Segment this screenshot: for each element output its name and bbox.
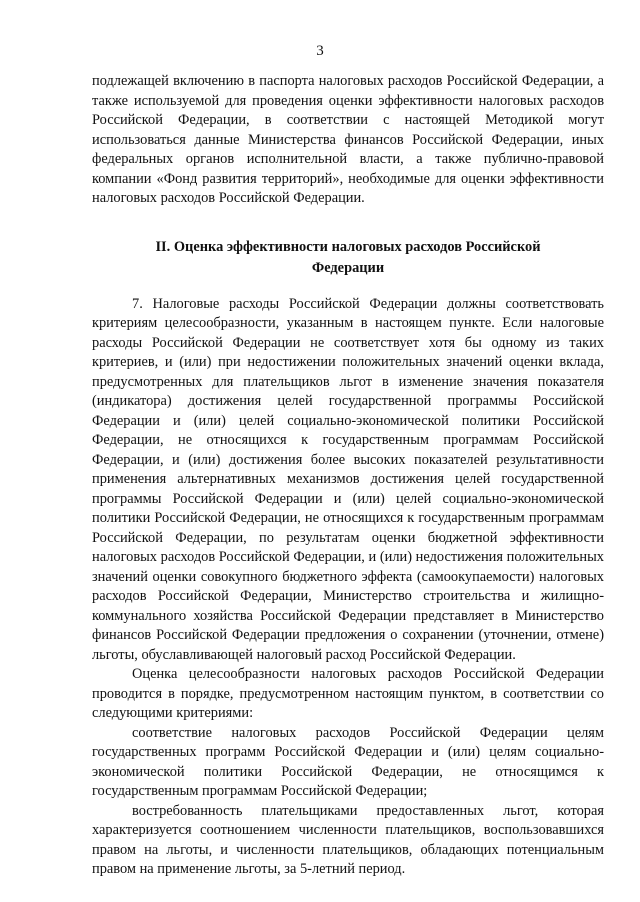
intro-paragraph: подлежащей включению в паспорта налоговых расходов Российской Федерации, а также используемой для проведения оценки эффективности налоговых расходов Российской Федерации, в соответствии с настоящей Методикой могут использоваться данные Министерства финансов Российской Федерации, иных федеральных органов исполнительной власти, а также публично-правовой компании «Фонд развития территорий», необходимые для оценки эффективности налоговых расходов Российской Федерации. (92, 73, 604, 206)
paragraph-criteria-intro: Оценка целесообразности налоговых расходов Российской Федерации проводится в порядке, предусмотренном настоящим пунктом, в соответствии со следующими критериями: (92, 666, 604, 721)
paragraph-item-7: 7. Налоговые расходы Российской Федерации должны соответствовать критериям целесообразности, указанным в настоящем пункте. Если налоговые расходы Российской Федерации не соответствует хотя бы одному из таких критериев, и (или) при недостижении положительных значений оценки вклада, предусмотренных для плательщиков льгот в изменение значения показателя (индикатора) достижения целей государственной программы Российской Федерации и (или) целей социально-экономической политики Российской Федерации, не относящихся к государственным программам Российской Федерации, и (или) достижения более высоких показателей результативности применения альтернативных механизмов достижения целей государственной программы Российской Федерации и (или) целей социально-экономической политики Российской Федерации, не относящихся к государственным программам Российской Федерации, по результатам оценки бюджетной эффективности налоговых расходов Российской Федерации, и (или) недостижения положительных значений оценки совокупного бюджетного эффекта (самоокупаемости) налоговых расходов Российской Федерации, Министерство строительства и жилищно-коммунального хозяйства Российской Федерации представляет в Министерство финансов Российской Федерации предложения о сохранении (уточнении, отмене) льготы, обуславливающей налоговый расход Российской Федерации. (92, 295, 604, 663)
paragraph-criterion-demand: востребованность плательщиками предоставленных льгот, которая характеризуется соотношением численности плательщиков, воспользовавшихся правом на льготы, и численности плательщиков, обладающих потенциальным правом на применение льготы, за 5-летний период. (92, 802, 604, 877)
section-heading: II. Оценка эффективности налоговых расходов Российской Федерации (155, 238, 541, 276)
page-number: 3 (316, 43, 324, 59)
document-body (92, 72, 604, 880)
paragraph-criterion-correspondence: соответствие налоговых расходов Российской Федерации целям государственных программ Российской Федерации и (или) целям социально-экономической политики Российской Федерации, не относящимся к государственным программам Российской Федерации; (92, 724, 604, 799)
